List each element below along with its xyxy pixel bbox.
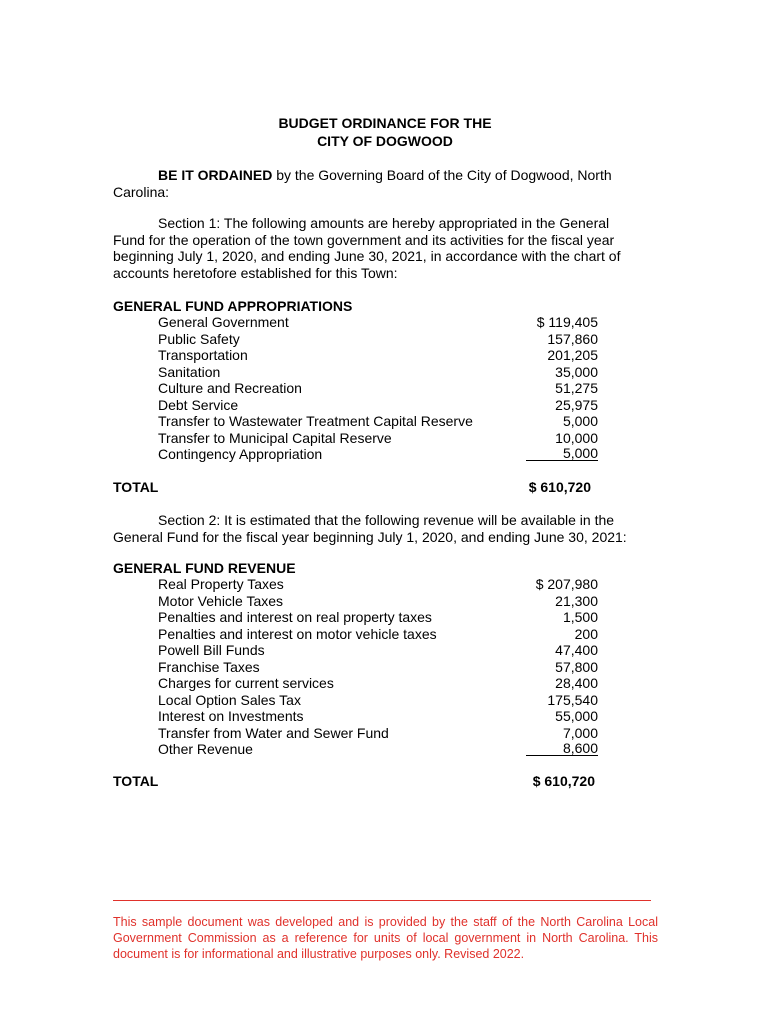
- revenue-label: Penalties and interest on real property taxes: [158, 609, 432, 625]
- disclaimer-text: This sample document was developed and is provided by the staff of the North Carolina Local Government Commission as a reference for units of local government in North Carolina. This document is for informational and illustrative purposes only. Revised 2022.: [113, 915, 658, 961]
- intro-bold-text: BE IT ORDAINED: [158, 167, 273, 183]
- revenue-total-amount: $ 610,720: [532, 773, 595, 789]
- revenue-row: [158, 576, 598, 593]
- appropriation-label: Transportation: [158, 347, 248, 363]
- revenue-amount: 1,500: [562, 609, 598, 625]
- appropriation-label: General Government: [158, 314, 289, 330]
- revenue-amount: 28,400: [555, 675, 598, 691]
- appropriations-heading: GENERAL FUND APPROPRIATIONS: [113, 298, 353, 314]
- revenue-row: [158, 593, 598, 610]
- revenue-amount: 47,400: [555, 642, 598, 658]
- appropriation-label: Sanitation: [158, 363, 221, 380]
- appropriation-amount: 35,000: [555, 363, 598, 380]
- revenue-heading: GENERAL FUND REVENUE: [113, 560, 296, 576]
- appropriation-amount: 25,975: [555, 396, 598, 413]
- appropriation-label: Debt Service: [158, 396, 239, 413]
- appropriation-row: [158, 397, 598, 414]
- revenue-amount: 57,800: [555, 658, 598, 675]
- revenue-label: Transfer from Water and Sewer Fund: [158, 724, 389, 741]
- section2-text: Section 2: It is estimated that the following revenue will be available in the General Fund for the fiscal year beginning July 1, 2020, and ending June 30, 2021:: [113, 512, 627, 545]
- appropriation-row: [158, 380, 598, 397]
- revenue-amount: 8,600: [526, 741, 598, 756]
- intro-text: by the Governing Board of the City of Dogwood, North Carolina:: [113, 167, 612, 200]
- document-title-line2: CITY OF DOGWOOD: [317, 133, 453, 149]
- revenue-label: Franchise Taxes: [158, 658, 260, 675]
- revenue-amount: 21,300: [555, 592, 598, 609]
- revenue-row: [158, 675, 598, 692]
- revenue-row: [158, 609, 598, 626]
- appropriation-row: [158, 314, 598, 331]
- revenue-label: Charges for current services: [158, 675, 334, 691]
- revenue-amount: 55,000: [555, 708, 598, 724]
- appropriation-label: Contingency Appropriation: [158, 446, 323, 462]
- revenue-amount: $ 207,980: [535, 576, 598, 592]
- appropriation-label: Transfer to Wastewater Treatment Capital Reserve: [158, 413, 473, 429]
- section2-paragraph: [113, 512, 643, 545]
- revenue-amount: 200: [574, 625, 598, 642]
- revenue-amount: 7,000: [562, 724, 598, 741]
- revenue-row: [158, 642, 598, 659]
- appropriation-row: [158, 446, 598, 463]
- document-title-line1: BUDGET ORDINANCE FOR THE: [278, 115, 492, 131]
- revenue-label: Penalties and interest on motor vehicle taxes: [158, 625, 437, 642]
- appropriation-amount: 10,000: [555, 429, 598, 446]
- appropriation-amount: 51,275: [555, 380, 598, 396]
- revenue-row: [158, 708, 598, 725]
- revenue-row: [158, 659, 598, 676]
- revenue-row: [158, 626, 598, 643]
- revenue-label: Other Revenue: [158, 741, 253, 757]
- revenue-label: Interest on Investments: [158, 708, 304, 724]
- section1-paragraph: [113, 215, 643, 281]
- appropriation-amount: $ 119,405: [536, 314, 598, 330]
- appropriations-total-amount: $ 610,720: [528, 479, 591, 495]
- revenue-label: Real Property Taxes: [158, 576, 284, 592]
- appropriation-label: Culture and Recreation: [158, 380, 302, 396]
- revenue-label: Local Option Sales Tax: [158, 691, 301, 708]
- appropriations-list: [158, 314, 598, 463]
- revenue-row: [158, 692, 598, 709]
- appropriations-total-label: TOTAL: [113, 479, 159, 495]
- appropriation-amount: 201,205: [547, 347, 598, 363]
- intro-paragraph: [113, 167, 643, 200]
- appropriation-amount: 5,000: [526, 446, 598, 461]
- revenue-row: [158, 725, 598, 742]
- appropriation-row: [158, 364, 598, 381]
- appropriation-amount: 5,000: [562, 413, 598, 429]
- revenue-label: Motor Vehicle Taxes: [158, 592, 284, 609]
- revenue-label: Powell Bill Funds: [158, 642, 265, 658]
- appropriation-row: [158, 430, 598, 447]
- section1-text: Section 1: The following amounts are hereby appropriated in the General Fund for the operation of the town government and its activities for the fiscal year beginning July 1, 2020, and ending June 30, 2021, in accordance with the chart of accounts heretofore established for this Town:: [113, 215, 621, 281]
- appropriation-row: [158, 413, 598, 430]
- revenue-list: [158, 576, 598, 758]
- appropriation-label: Transfer to Municipal Capital Reserve: [158, 429, 392, 446]
- appropriation-amount: 157,860: [547, 330, 598, 347]
- appropriation-label: Public Safety: [158, 330, 240, 347]
- revenue-row: [158, 741, 598, 758]
- appropriation-row: [158, 331, 598, 348]
- revenue-amount: 175,540: [547, 691, 598, 708]
- appropriation-row: [158, 347, 598, 364]
- revenue-total-label: TOTAL: [113, 773, 159, 789]
- footer-divider: [113, 900, 651, 901]
